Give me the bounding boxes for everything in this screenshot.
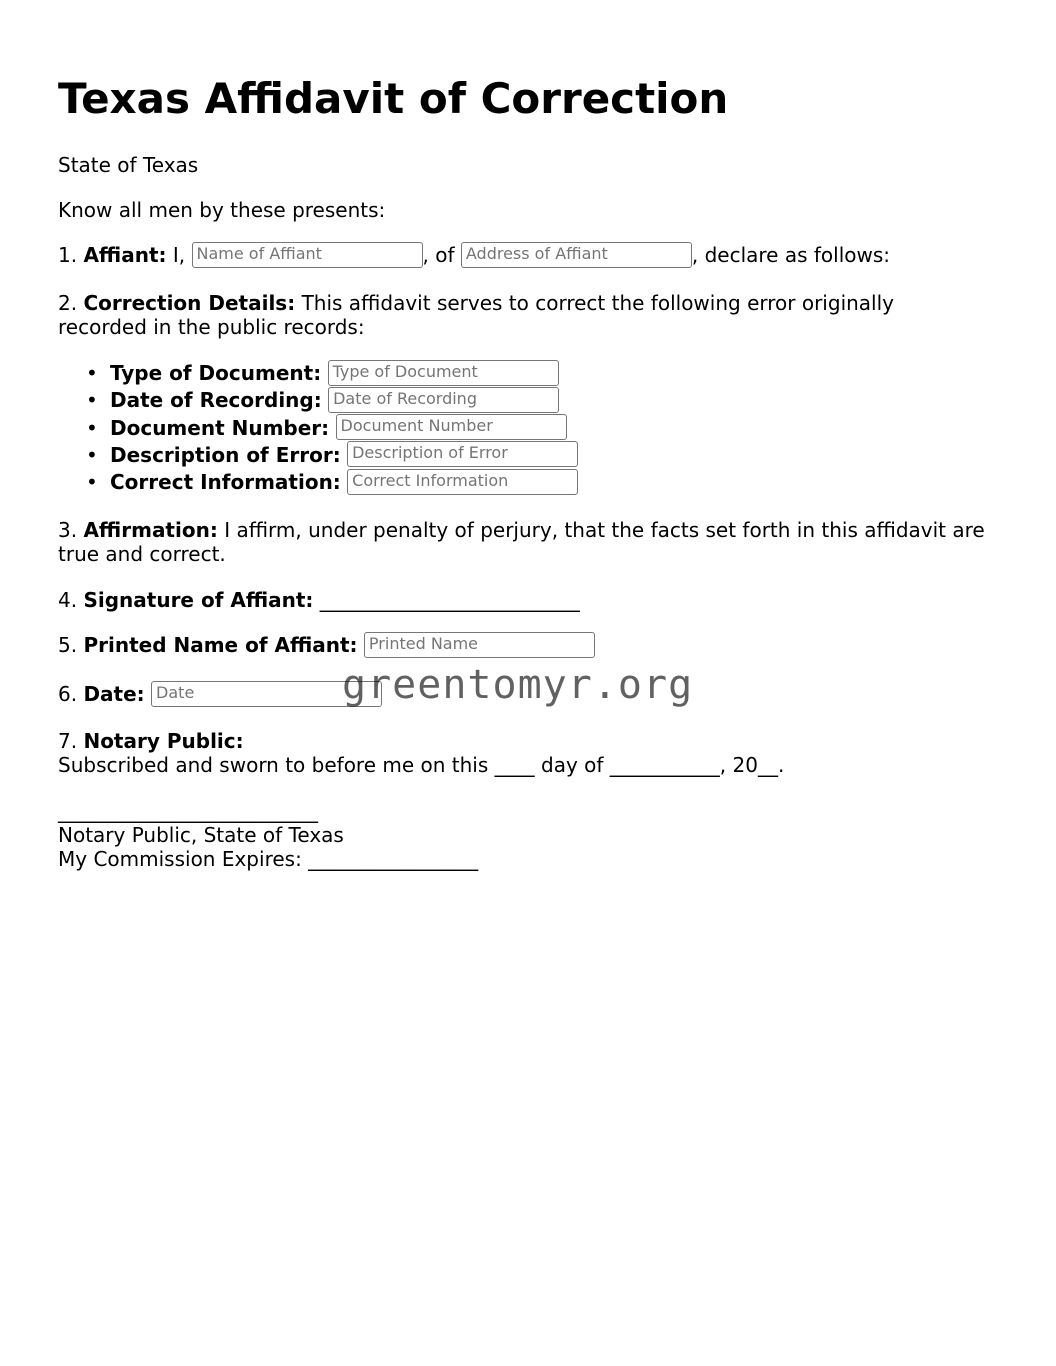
- affiant-address-input[interactable]: Address of Affiant: [461, 242, 692, 268]
- date-section: [58, 682, 382, 709]
- affirmation-label: Affirmation:: [83, 518, 218, 542]
- notary-sworn-text: Subscribed and sworn to before me on this ____ day of ___________, 20__.: [58, 753, 785, 777]
- bullet-icon: •: [86, 388, 98, 413]
- bullet-icon: •: [86, 415, 98, 440]
- affiant-mid-text: , of: [422, 243, 455, 267]
- correction-text: This affidavit serves to correct the following error originally recorded in the public records:: [58, 291, 894, 339]
- signature-label: Signature of Affiant:: [83, 588, 314, 612]
- bullet-icon: •: [86, 470, 98, 495]
- list-item: [86, 469, 578, 496]
- detail-label: Document Number:: [110, 415, 330, 440]
- correction-section: [58, 291, 988, 339]
- bullet-icon: •: [86, 442, 98, 467]
- type-of-document-input[interactable]: Type of Document: [328, 360, 559, 386]
- page-title: Texas Affidavit of Correction: [58, 74, 729, 123]
- section-number: 7.: [58, 729, 78, 753]
- affiant-post-text: , declare as follows:: [691, 243, 891, 267]
- section-number: 6.: [58, 682, 78, 706]
- printed-name-label: Printed Name of Affiant:: [83, 633, 358, 657]
- description-of-error-input[interactable]: Description of Error: [347, 441, 578, 467]
- date-label: Date:: [83, 682, 145, 706]
- signature-section: [58, 588, 580, 612]
- state-line: State of Texas: [58, 153, 199, 177]
- affiant-section: [58, 243, 890, 270]
- list-item: [86, 387, 578, 414]
- section-number: 5.: [58, 633, 78, 657]
- affirmation-text: I affirm, under penalty of perjury, that the facts set forth in this affidavit are true and correct.: [58, 518, 985, 566]
- affiant-pre-text: I,: [172, 243, 186, 267]
- list-item: [86, 442, 578, 469]
- notary-heading: [58, 729, 244, 753]
- section-number: 4.: [58, 588, 78, 612]
- correction-details-list: [58, 360, 578, 496]
- detail-label: Description of Error:: [110, 442, 341, 467]
- notary-signature-line: __________________________: [58, 799, 318, 823]
- printed-name-input[interactable]: Printed Name: [364, 632, 595, 658]
- bullet-icon: •: [86, 361, 98, 385]
- affiant-label: Affiant:: [83, 243, 167, 267]
- date-of-recording-input[interactable]: Date of Recording: [328, 387, 559, 413]
- section-number: 1.: [58, 243, 78, 267]
- correct-information-input[interactable]: Correct Information: [347, 469, 578, 495]
- affirmation-section: [58, 518, 988, 566]
- section-number: 3.: [58, 518, 78, 542]
- notary-title: Notary Public, State of Texas: [58, 823, 344, 847]
- printed-name-section: [58, 633, 595, 660]
- section-number: 2.: [58, 291, 78, 315]
- document-number-input[interactable]: Document Number: [336, 414, 567, 440]
- watermark-text: greentomyr.org: [342, 662, 694, 708]
- detail-label: Type of Document:: [110, 361, 322, 385]
- list-item: [86, 415, 578, 442]
- affiant-name-input[interactable]: Name of Affiant: [192, 242, 423, 268]
- correction-label: Correction Details:: [83, 291, 296, 315]
- signature-blank: __________________________: [319, 588, 580, 612]
- notary-label: Notary Public:: [83, 729, 244, 753]
- list-item: [86, 360, 578, 387]
- date-input[interactable]: Date: [151, 681, 382, 707]
- detail-label: Correct Information:: [110, 470, 341, 495]
- notary-commission: My Commission Expires: _________________: [58, 847, 479, 871]
- detail-label: Date of Recording:: [110, 388, 322, 413]
- intro-text: Know all men by these presents:: [58, 198, 386, 222]
